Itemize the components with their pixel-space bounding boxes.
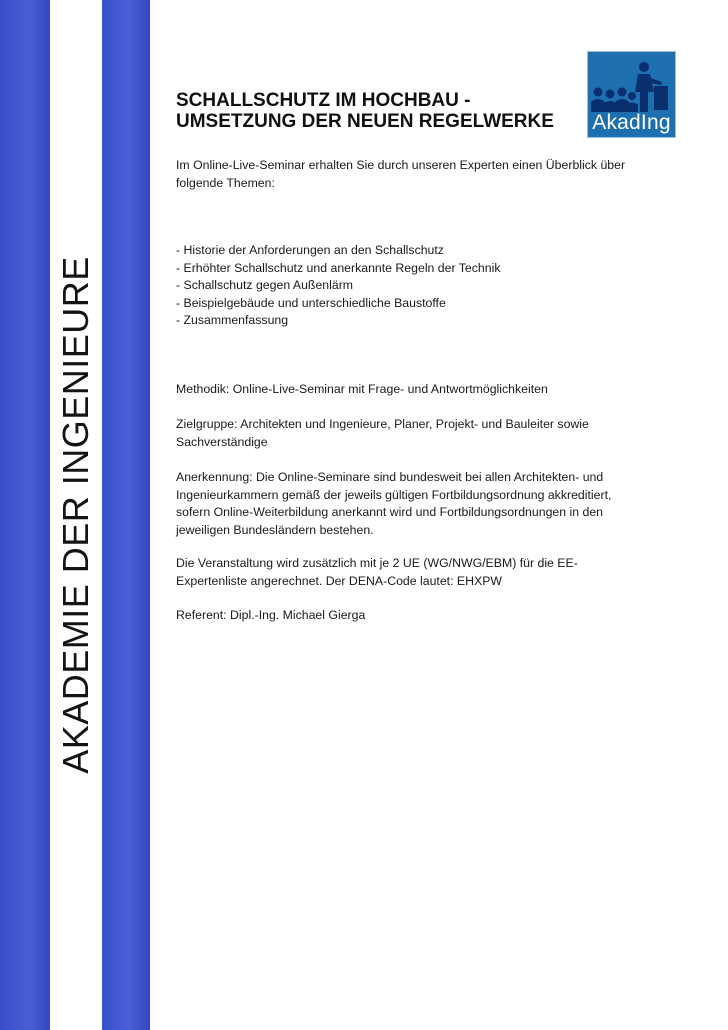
anerkennung-paragraph: Anerkennung: Die Online-Seminare sind bundesweit bei allen Architekten- und Ingenieurkammern gemäß der jeweils gültigen Fortbildungsordnung akkreditiert, sofern Online-Weiterbildung anerkannt wird und Fortbildungsordnungen in den jeweiligen Bundesländern bestehen. xyxy=(176,470,612,537)
sidebar-stripe-blue-right xyxy=(102,0,150,1030)
title-line-2: UMSETZUNG DER NEUEN REGELWERKE xyxy=(176,111,554,132)
referent-paragraph: Referent: Dipl.-Ing. Michael Gierga xyxy=(176,608,366,622)
list-item: - Zusammenfassung xyxy=(176,313,289,327)
list-item: - Beispielgebäude und unterschiedliche Baustoffe xyxy=(176,295,446,310)
sidebar-stripe-blue-left xyxy=(0,0,50,1030)
list-item: - Historie der Anforderungen an den Schallschutz xyxy=(176,243,444,257)
methodik-paragraph: Methodik: Online-Live-Seminar mit Frage- und Antwortmöglichkeiten xyxy=(176,382,548,396)
title-line-1: SCHALLSCHUTZ IM HOCHBAU - xyxy=(176,90,471,111)
intro-paragraph: Im Online-Live-Seminar erhalten Sie durch unseren Experten einen Überblick über folgende Themen: xyxy=(176,158,626,190)
page-title xyxy=(176,90,596,132)
akading-logo xyxy=(587,51,676,138)
zielgruppe-paragraph: Zielgruppe: Architekten und Ingenieure, Planer, Projekt- und Bauleiter sowie Sachverständige xyxy=(176,417,589,449)
list-item: - Erhöhter Schallschutz und anerkannte Regeln der Technik xyxy=(176,260,501,275)
logo-text: AkadIng xyxy=(592,111,671,134)
topics-list xyxy=(176,242,626,330)
sidebar-vertical-title: AKADEMIE DER INGENIEURE xyxy=(55,256,96,774)
list-item: - Schallschutz gegen Außenlärm xyxy=(176,278,354,292)
ue-paragraph: Die Veranstaltung wird zusätzlich mit je 2 UE (WG/NWG/EBM) für die EE-Expertenliste angerechnet. Der DENA-Code lautet: EHXPW xyxy=(176,556,578,588)
